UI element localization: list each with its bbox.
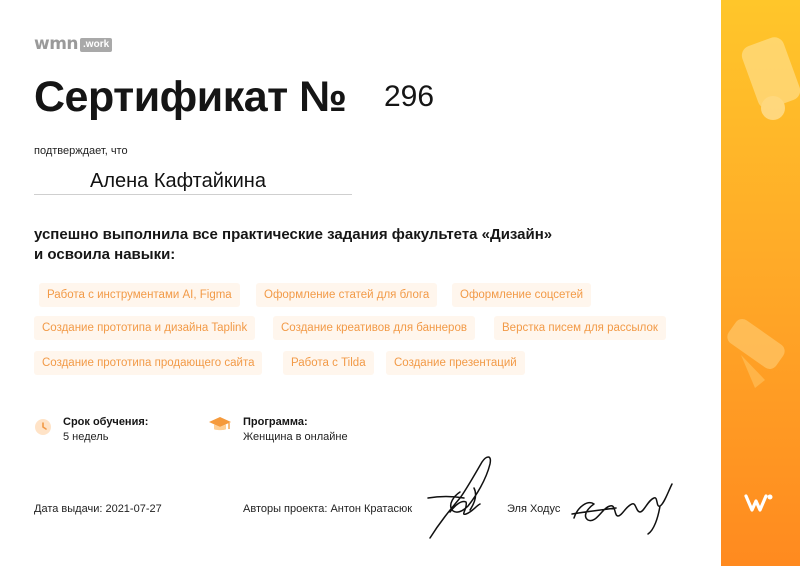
issue-date-label: Дата выдачи: (34, 503, 103, 515)
skill-tag: Создание прототипа и дизайна Taplink (34, 316, 255, 340)
skill-tag: Работа с Tilda (283, 351, 374, 375)
recipient-name: Алена Кафтайкина (90, 170, 266, 192)
program-value: Женщина в онлайне (243, 431, 348, 443)
brand-logo (34, 36, 112, 53)
logo-badge: .work (80, 38, 112, 52)
skill-tag: Работа с инструментами AI, Figma (39, 283, 240, 307)
name-underline (34, 194, 352, 195)
achievement-line-2: и освоила навыки: (34, 246, 176, 263)
program-label: Программа: (243, 416, 308, 428)
confirms-label: подтверждает, что (34, 145, 128, 157)
clock-icon (34, 418, 52, 441)
skill-tag: Оформление статей для блога (256, 283, 437, 307)
achievement-text (34, 225, 634, 265)
certificate-number: 296 (384, 80, 435, 113)
issue-date-value: 2021-07-27 (105, 503, 162, 515)
decorative-side-panel (721, 0, 800, 566)
certificate-title: Сертификат № (34, 73, 347, 121)
logo-wordmark: wmn (34, 34, 79, 54)
authors-label: Авторы проекта: Антон Кратасюк (243, 503, 413, 515)
skill-tag: Верстка писем для рассылок (494, 316, 666, 340)
duration-value: 5 недель (63, 431, 109, 443)
signature-kratasyuk (420, 452, 500, 549)
skill-tag: Создание презентаций (386, 351, 525, 375)
second-author-name: Эля Ходус (507, 503, 561, 515)
brand-mark-icon (744, 492, 774, 519)
achievement-line-1: успешно выполнила все практические задания факультета «Дизайн» (34, 226, 553, 243)
duration-label: Срок обучения: (63, 416, 149, 428)
issue-date-row (34, 503, 162, 515)
skill-tag: Оформление соцсетей (452, 283, 591, 307)
signature-khodus (570, 478, 680, 543)
skill-tag: Создание креативов для баннеров (273, 316, 475, 340)
skill-tag: Создание прототипа продающего сайта (34, 351, 262, 375)
graduation-cap-icon (208, 416, 232, 439)
